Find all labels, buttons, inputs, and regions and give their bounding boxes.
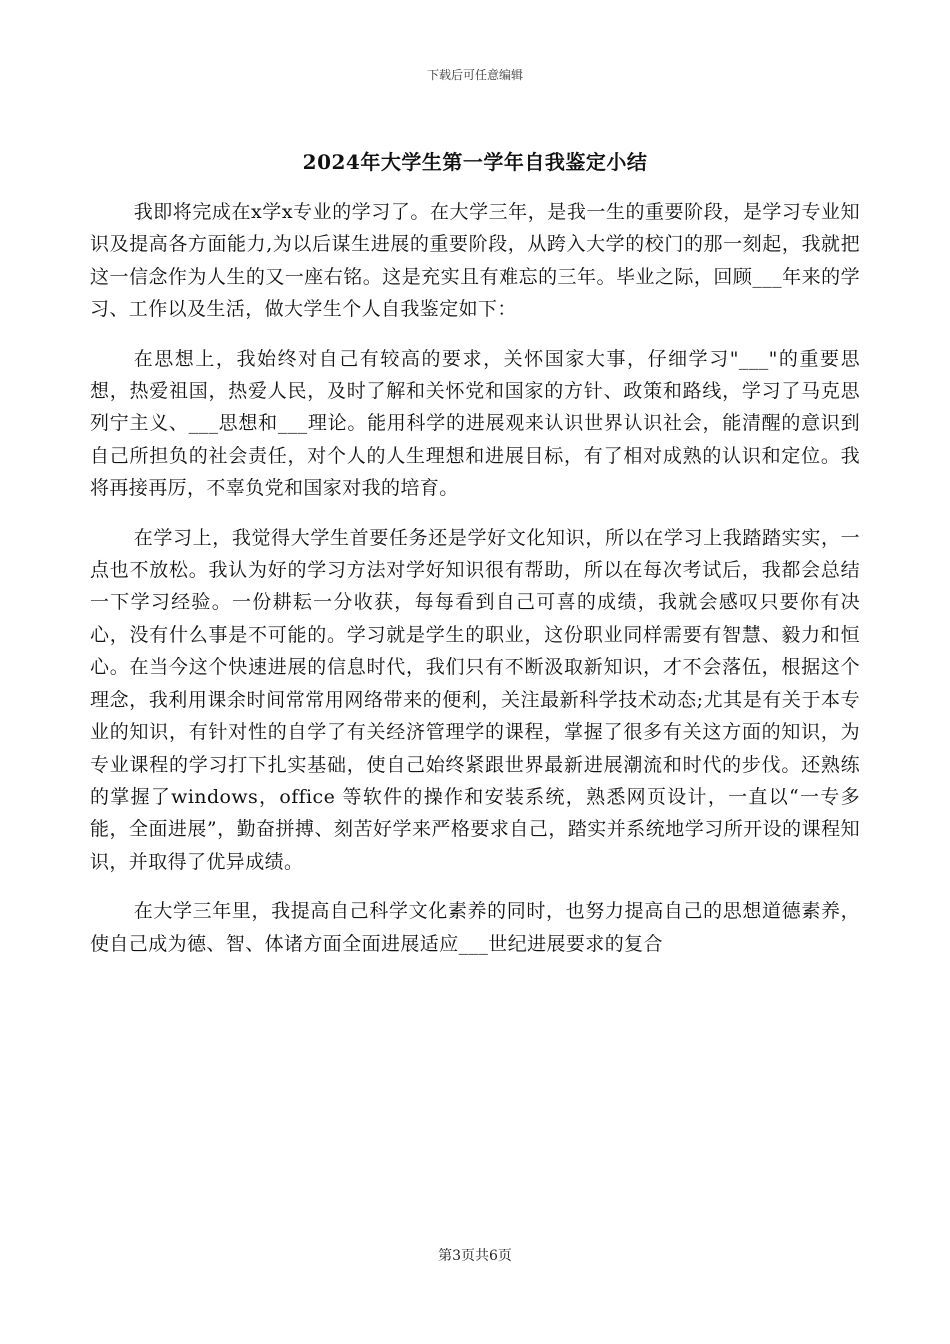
document-title: 2024年大学生第一学年自我鉴定小结 — [302, 150, 648, 174]
paragraph-intro: 我即将完成在x学x专业的学习了。在大学三年，是我一生的重要阶段，是学习专业知识及提高各方面能力,为以后谋生进展的重要阶段，从跨入大学的校门的那一刻起，我就把这一信念作为人生的又一座右铭。这是充实且有难忘的三年。毕业之际，回顾___年来的学习、工作以及生活，做大学生个人自我鉴定如下： — [90, 201, 860, 321]
page-number-footer: 第3页共6页 — [438, 1248, 512, 1264]
paragraph-study: 在学习上，我觉得大学生首要任务还是学好文化知识，所以在学习上我踏踏实实，一点也不放松。我认为好的学习方法对学好知识很有帮助，所以在每次考试后，我都会总结一下学习经验。一份耕耘一分收获，每每看到自己可喜的成绩，我就会感叹只要你有决心，没有什么事是不可能的。学习就是学生的职业，这份职业同样需要有智慧、毅力和恒心。在当今这个快速进展的信息时代，我们只有不断汲取新知识，才不会落伍，根据这个理念，我利用课余时间常常用网络带来的便利，关注最新科学技术动态;尤其是有关于本专业的知识，有针对性的自学了有关经济管理学的课程，掌握了很多有关这方面的知识，为专业课程的学习打下扎实基础，使自己始终紧跟世界最新进展潮流和时代的步伐。还熟练的掌握了windows，office 等软件的操作和安装系统，熟悉网页设计，一直以“一专多能，全面进展”，勤奋拼搏、刻苦好学来严格要求自己，踏实并系统地学习所开设的课程知识，并取得了优异成绩。 — [90, 526, 860, 873]
paragraph-morality: 在大学三年里，我提高自己科学文化素养的同时，也努力提高自己的思想道德素养，使自己成为德、智、体诸方面全面进展适应___世纪进展要求的复合 — [90, 900, 860, 955]
paragraph-ideology: 在思想上，我始终对自己有较高的要求，关怀国家大事，仔细学习"___"的重要思想，热爱祖国，热爱人民，及时了解和关怀党和国家的方针、政策和路线，学习了马克思列宁主义、___思想和___理论。能用科学的进展观来认识世界认识社会，能清醒的意识到自己所担负的社会责任，对个人的人生理想和进展目标，有了相对成熟的认识和定位。我将再接再厉，不辜负党和国家对我的培育。 — [90, 347, 860, 500]
header-note: 下载后可任意编辑 — [426, 68, 523, 82]
document-body — [90, 196, 860, 960]
